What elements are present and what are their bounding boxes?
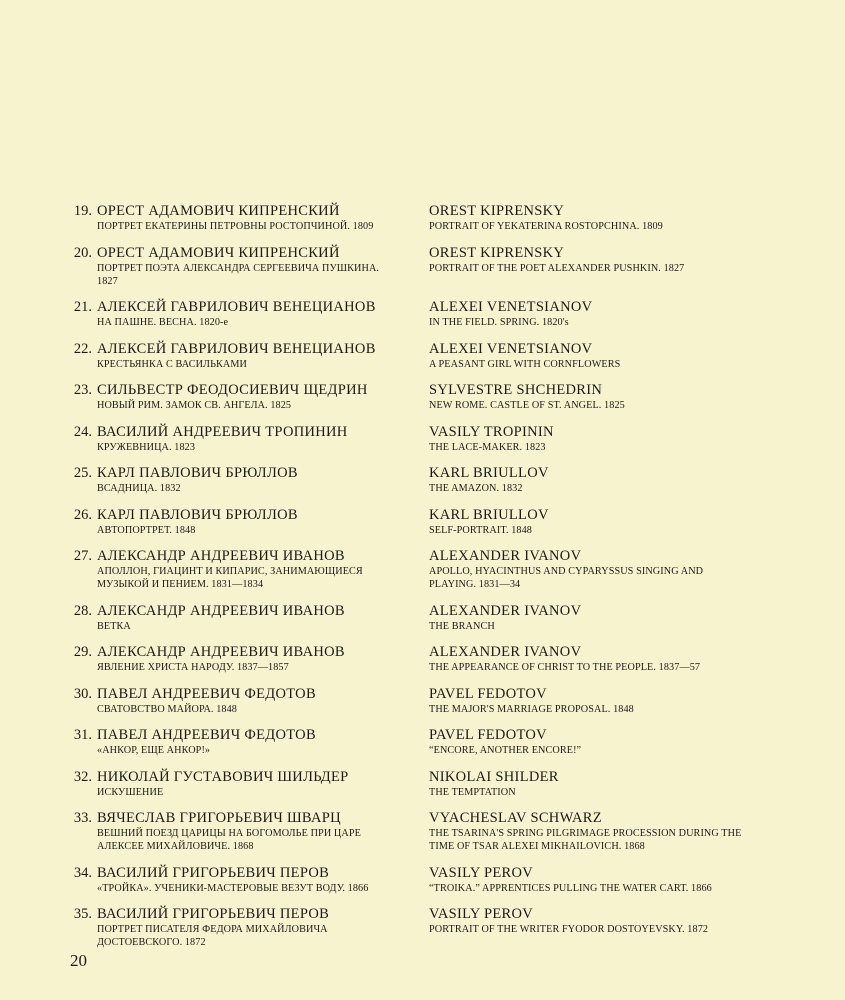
work-title-ru: КРЕСТЬЯНКА С ВАСИЛЬКАМИ	[97, 358, 247, 370]
list-item	[0, 726, 845, 768]
work-title-en: A PEASANT GIRL WITH CORNFLOWERS	[429, 358, 621, 370]
artist-name-en: KARL BRIULLOV	[429, 506, 549, 523]
plate-number: 35.	[73, 906, 92, 922]
artist-name-ru: ВАСИЛИЙ ГРИГОРЬЕВИЧ ПЕРОВ	[97, 864, 330, 881]
artist-name-ru: АЛЕКСЕЙ ГАВРИЛОВИЧ ВЕНЕЦИАНОВ	[97, 340, 376, 357]
work-title-ru: ВЕТКА	[97, 620, 131, 632]
list-item	[0, 864, 845, 906]
work-title-en: PORTRAIT OF YEKATERINA ROSTOPCHINA. 1809	[429, 221, 663, 232]
plate-number: 31.	[73, 727, 92, 743]
english-caption	[429, 464, 749, 495]
plate-number: 24.	[73, 423, 92, 440]
artist-name-ru: АЛЕКСЕЙ ГАВРИЛОВИЧ ВЕНЕЦИАНОВ	[97, 299, 376, 315]
russian-caption	[97, 506, 397, 537]
russian-caption	[97, 726, 397, 757]
work-title-ru: НОВЫЙ РИМ. ЗАМОК СВ. АНГЕЛА. 1825	[97, 400, 292, 411]
english-caption	[429, 809, 749, 853]
work-title-ru: ЯВЛЕНИЕ ХРИСТА НАРОДУ. 1837—1857	[97, 662, 289, 673]
work-title-en: THE TSARINA'S SPRING PILGRIMAGE PROCESSION DURING THE TIME OF TSAR ALEXEI MIKHAILOVICH. 1868	[429, 828, 742, 852]
list-item	[0, 768, 845, 810]
russian-caption	[97, 905, 397, 949]
plate-number: 29.	[73, 644, 92, 660]
list-item	[0, 547, 845, 602]
list-item	[0, 905, 845, 960]
plate-number: 27.	[73, 548, 92, 564]
artist-name-ru: ОРЕСТ АДАМОВИЧ КИПРЕНСКИЙ	[97, 244, 340, 261]
artist-name-en: VASILY PEROV	[429, 906, 534, 922]
artist-name-ru: ОРЕСТ АДАМОВИЧ КИПРЕНСКИЙ	[97, 203, 340, 219]
work-title-en: IN THE FIELD. SPRING. 1820's	[429, 317, 569, 328]
work-title-en: THE AMAZON. 1832	[429, 483, 523, 494]
english-caption	[429, 202, 749, 233]
work-title-ru: ИСКУШЕНИЕ	[97, 786, 164, 798]
artist-name-ru: ПАВЕЛ АНДРЕЕВИЧ ФЕДОТОВ	[97, 727, 316, 743]
work-title-ru: ВСАДНИЦА. 1832	[97, 483, 181, 494]
artist-name-ru: НИКОЛАЙ ГУСТАВОВИЧ ШИЛЬДЕР	[97, 768, 349, 785]
work-title-ru: АПОЛЛОН, ГИАЦИНТ И КИПАРИС, ЗАНИМАЮЩИЕСЯ МУЗЫКОЙ И ПЕНИЕМ. 1831—1834	[97, 566, 363, 590]
artist-name-ru: АЛЕКСАНДР АНДРЕЕВИЧ ИВАНОВ	[97, 548, 345, 564]
work-title-en: APOLLO, HYACINTHUS AND CYPARYSSUS SINGING AND PLAYING. 1831—34	[429, 566, 704, 590]
artist-name-en: VASILY TROPININ	[429, 423, 554, 440]
english-caption	[429, 244, 749, 275]
artist-name-en: ALEXANDER IVANOV	[429, 644, 582, 660]
russian-caption	[97, 768, 397, 799]
work-title-en: “TROIKA.” APPRENTICES PULLING THE WATER CART. 1866	[429, 882, 712, 894]
plate-number: 30.	[73, 685, 92, 702]
artist-name-ru: ВЯЧЕСЛАВ ГРИГОРЬЕВИЧ ШВАРЦ	[97, 810, 341, 826]
russian-caption	[97, 809, 397, 853]
plate-number: 22.	[73, 340, 92, 357]
work-title-ru: ВЕШНИЙ ПОЕЗД ЦАРИЦЫ НА БОГОМОЛЬЕ ПРИ ЦАРЕ АЛЕКСЕЕ МИХАЙЛОВИЧЕ. 1868	[97, 828, 361, 852]
list-item	[0, 340, 845, 382]
english-caption	[429, 768, 749, 799]
work-title-ru: ПОРТРЕТ ЕКАТЕРИНЫ ПЕТРОВНЫ РОСТОПЧИНОЙ. 1809	[97, 221, 374, 232]
list-item	[0, 423, 845, 465]
artist-name-en: OREST KIPRENSKY	[429, 203, 565, 219]
work-title-en: THE MAJOR'S MARRIAGE PROPOSAL. 1848	[429, 703, 634, 715]
russian-caption	[97, 244, 397, 288]
russian-caption	[97, 643, 397, 674]
artist-name-ru: ВАСИЛИЙ АНДРЕЕВИЧ ТРОПИНИН	[97, 423, 348, 440]
plate-number: 19.	[73, 203, 92, 219]
artist-name-en: PAVEL FEDOTOV	[429, 685, 547, 702]
work-title-en: PORTRAIT OF THE POET ALEXANDER PUSHKIN. 1827	[429, 262, 685, 274]
page-number: 20	[70, 951, 87, 970]
english-caption	[429, 423, 749, 454]
english-caption	[429, 905, 749, 936]
work-title-ru: «ТРОЙКА». УЧЕНИКИ-МАСТЕРОВЫЕ ВЕЗУТ ВОДУ. 1866	[97, 882, 369, 894]
work-title-en: PORTRAIT OF THE WRITER FYODOR DOSTOYEVSKY. 1872	[429, 924, 709, 935]
plate-number: 20.	[73, 244, 92, 261]
work-title-ru: СВАТОВСТВО МАЙОРА. 1848	[97, 703, 237, 715]
artist-name-en: ALEXANDER IVANOV	[429, 548, 582, 564]
list-item	[0, 381, 845, 423]
work-title-en: THE TEMPTATION	[429, 786, 516, 798]
artist-name-ru: СИЛЬВЕСТР ФЕОДОСИЕВИЧ ЩЕДРИН	[97, 382, 368, 398]
work-title-en: SELF-PORTRAIT. 1848	[429, 524, 532, 536]
work-title-ru: ПОРТРЕТ ПИСАТЕЛЯ ФЕДОРА МИХАЙЛОВИЧА ДОСТОЕВСКОГО. 1872	[97, 924, 328, 948]
russian-caption	[97, 340, 397, 371]
english-caption	[429, 298, 749, 329]
artist-name-en: KARL BRIULLOV	[429, 465, 549, 481]
plate-number: 34.	[73, 864, 92, 881]
artist-name-en: ALEXEI VENETSIANOV	[429, 299, 593, 315]
list-item	[0, 506, 845, 548]
english-caption	[429, 506, 749, 537]
list-item	[0, 298, 845, 340]
english-caption	[429, 602, 749, 633]
plate-number: 26.	[73, 506, 92, 523]
english-caption	[429, 381, 749, 412]
artist-name-en: ALEXANDER IVANOV	[429, 602, 582, 619]
artist-name-ru: ВАСИЛИЙ ГРИГОРЬЕВИЧ ПЕРОВ	[97, 906, 330, 922]
list-item	[0, 244, 845, 299]
artist-name-en: PAVEL FEDOTOV	[429, 727, 547, 743]
russian-caption	[97, 547, 397, 591]
russian-caption	[97, 381, 397, 412]
work-title-ru: АВТОПОРТРЕТ. 1848	[97, 524, 196, 536]
artist-name-ru: КАРЛ ПАВЛОВИЧ БРЮЛЛОВ	[97, 465, 298, 481]
work-title-ru: ПОРТРЕТ ПОЭТА АЛЕКСАНДРА СЕРГЕЕВИЧА ПУШКИНА. 1827	[97, 262, 380, 287]
artist-name-en: VASILY PEROV	[429, 864, 534, 881]
plate-list	[0, 202, 845, 960]
work-title-ru: НА ПАШНЕ. ВЕСНА. 1820-е	[97, 317, 229, 328]
artist-name-en: ALEXEI VENETSIANOV	[429, 340, 593, 357]
english-caption	[429, 726, 749, 757]
english-caption	[429, 547, 749, 591]
artist-name-ru: КАРЛ ПАВЛОВИЧ БРЮЛЛОВ	[97, 506, 298, 523]
list-item	[0, 809, 845, 864]
plate-number: 21.	[73, 299, 92, 315]
russian-caption	[97, 298, 397, 329]
work-title-en: NEW ROME. CASTLE OF ST. ANGEL. 1825	[429, 400, 625, 411]
list-item	[0, 643, 845, 685]
plate-number: 32.	[73, 768, 92, 785]
list-item	[0, 602, 845, 644]
artist-name-en: VYACHESLAV SCHWARZ	[429, 810, 602, 826]
work-title-en: THE APPEARANCE OF CHRIST TO THE PEOPLE. 1837—57	[429, 662, 701, 673]
work-title-ru: КРУЖЕВНИЦА. 1823	[97, 441, 196, 453]
russian-caption	[97, 423, 397, 454]
russian-caption	[97, 602, 397, 633]
plate-number: 23.	[73, 382, 92, 398]
russian-caption	[97, 202, 397, 233]
plate-number: 33.	[73, 810, 92, 826]
work-title-en: THE BRANCH	[429, 620, 495, 632]
list-item	[0, 464, 845, 506]
russian-caption	[97, 864, 397, 895]
english-caption	[429, 864, 749, 895]
english-caption	[429, 643, 749, 674]
artist-name-ru: АЛЕКСАНДР АНДРЕЕВИЧ ИВАНОВ	[97, 644, 345, 660]
russian-caption	[97, 685, 397, 716]
english-caption	[429, 340, 749, 371]
artist-name-en: SYLVESTRE SHCHEDRIN	[429, 382, 603, 398]
work-title-en: THE LACE-MAKER. 1823	[429, 441, 546, 453]
list-item	[0, 202, 845, 244]
plate-number: 28.	[73, 602, 92, 619]
list-item	[0, 685, 845, 727]
work-title-ru: «АНКОР, ЕЩЕ АНКОР!»	[97, 745, 211, 756]
artist-name-ru: ПАВЕЛ АНДРЕЕВИЧ ФЕДОТОВ	[97, 685, 316, 702]
artist-name-ru: АЛЕКСАНДР АНДРЕЕВИЧ ИВАНОВ	[97, 602, 345, 619]
english-caption	[429, 685, 749, 716]
russian-caption	[97, 464, 397, 495]
work-title-en: “ENCORE, ANOTHER ENCORE!”	[429, 745, 582, 756]
artist-name-en: OREST KIPRENSKY	[429, 244, 565, 261]
artist-name-en: NIKOLAI SHILDER	[429, 768, 559, 785]
plate-number: 25.	[73, 465, 92, 481]
